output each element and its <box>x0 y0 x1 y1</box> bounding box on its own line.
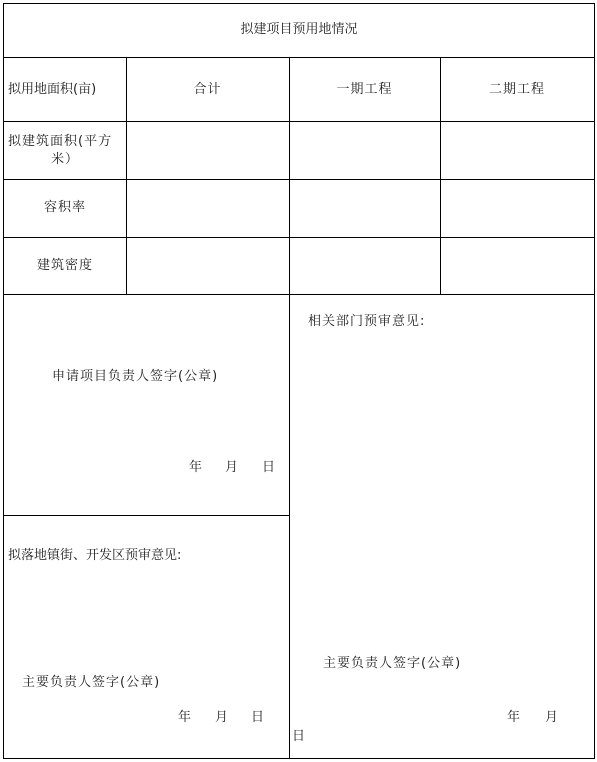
department-opinion-label: 相关部门预审意见: <box>308 314 426 329</box>
rule-row3-bottom <box>4 237 594 238</box>
town-date-year: 年 <box>178 710 192 725</box>
rule-row2-bottom <box>4 179 594 180</box>
header-total: 合计 <box>193 82 222 97</box>
label-building-density: 建筑密度 <box>36 258 93 273</box>
department-date-year: 年 <box>507 710 521 725</box>
applicant-date-year: 年 <box>189 460 203 475</box>
applicant-signature-label: 申请项目负责人签字(公章) <box>52 369 219 384</box>
label-building-area-line1: 拟建筑面积(平方 <box>8 134 113 149</box>
rule-title-bottom <box>4 57 594 58</box>
town-date-day: 日 <box>251 710 265 725</box>
town-signature-label: 主要负责人签字(公章) <box>22 675 161 690</box>
rule-row4-bottom <box>4 294 594 295</box>
rule-row1-bottom <box>4 121 594 122</box>
rule-col2 <box>289 57 290 758</box>
form-table <box>3 3 595 759</box>
department-date-month: 月 <box>545 710 559 725</box>
header-phase1: 一期工程 <box>336 82 393 97</box>
department-signature-label: 主要负责人签字(公章) <box>323 656 462 671</box>
applicant-date-day: 日 <box>262 460 276 475</box>
label-building-area-line2: 米） <box>50 152 79 167</box>
label-land-area: 拟用地面积(亩) <box>8 82 97 97</box>
header-phase2: 二期工程 <box>488 82 545 97</box>
applicant-date-month: 月 <box>225 460 239 475</box>
town-date-month: 月 <box>215 710 229 725</box>
page-title: 拟建项目预用地情况 <box>240 22 358 37</box>
label-plot-ratio: 容积率 <box>43 200 86 215</box>
department-date-day: 日 <box>292 729 306 744</box>
town-opinion-label: 拟落地镇街、开发区预审意见: <box>8 548 182 563</box>
rule-applicant-bottom <box>4 515 289 516</box>
